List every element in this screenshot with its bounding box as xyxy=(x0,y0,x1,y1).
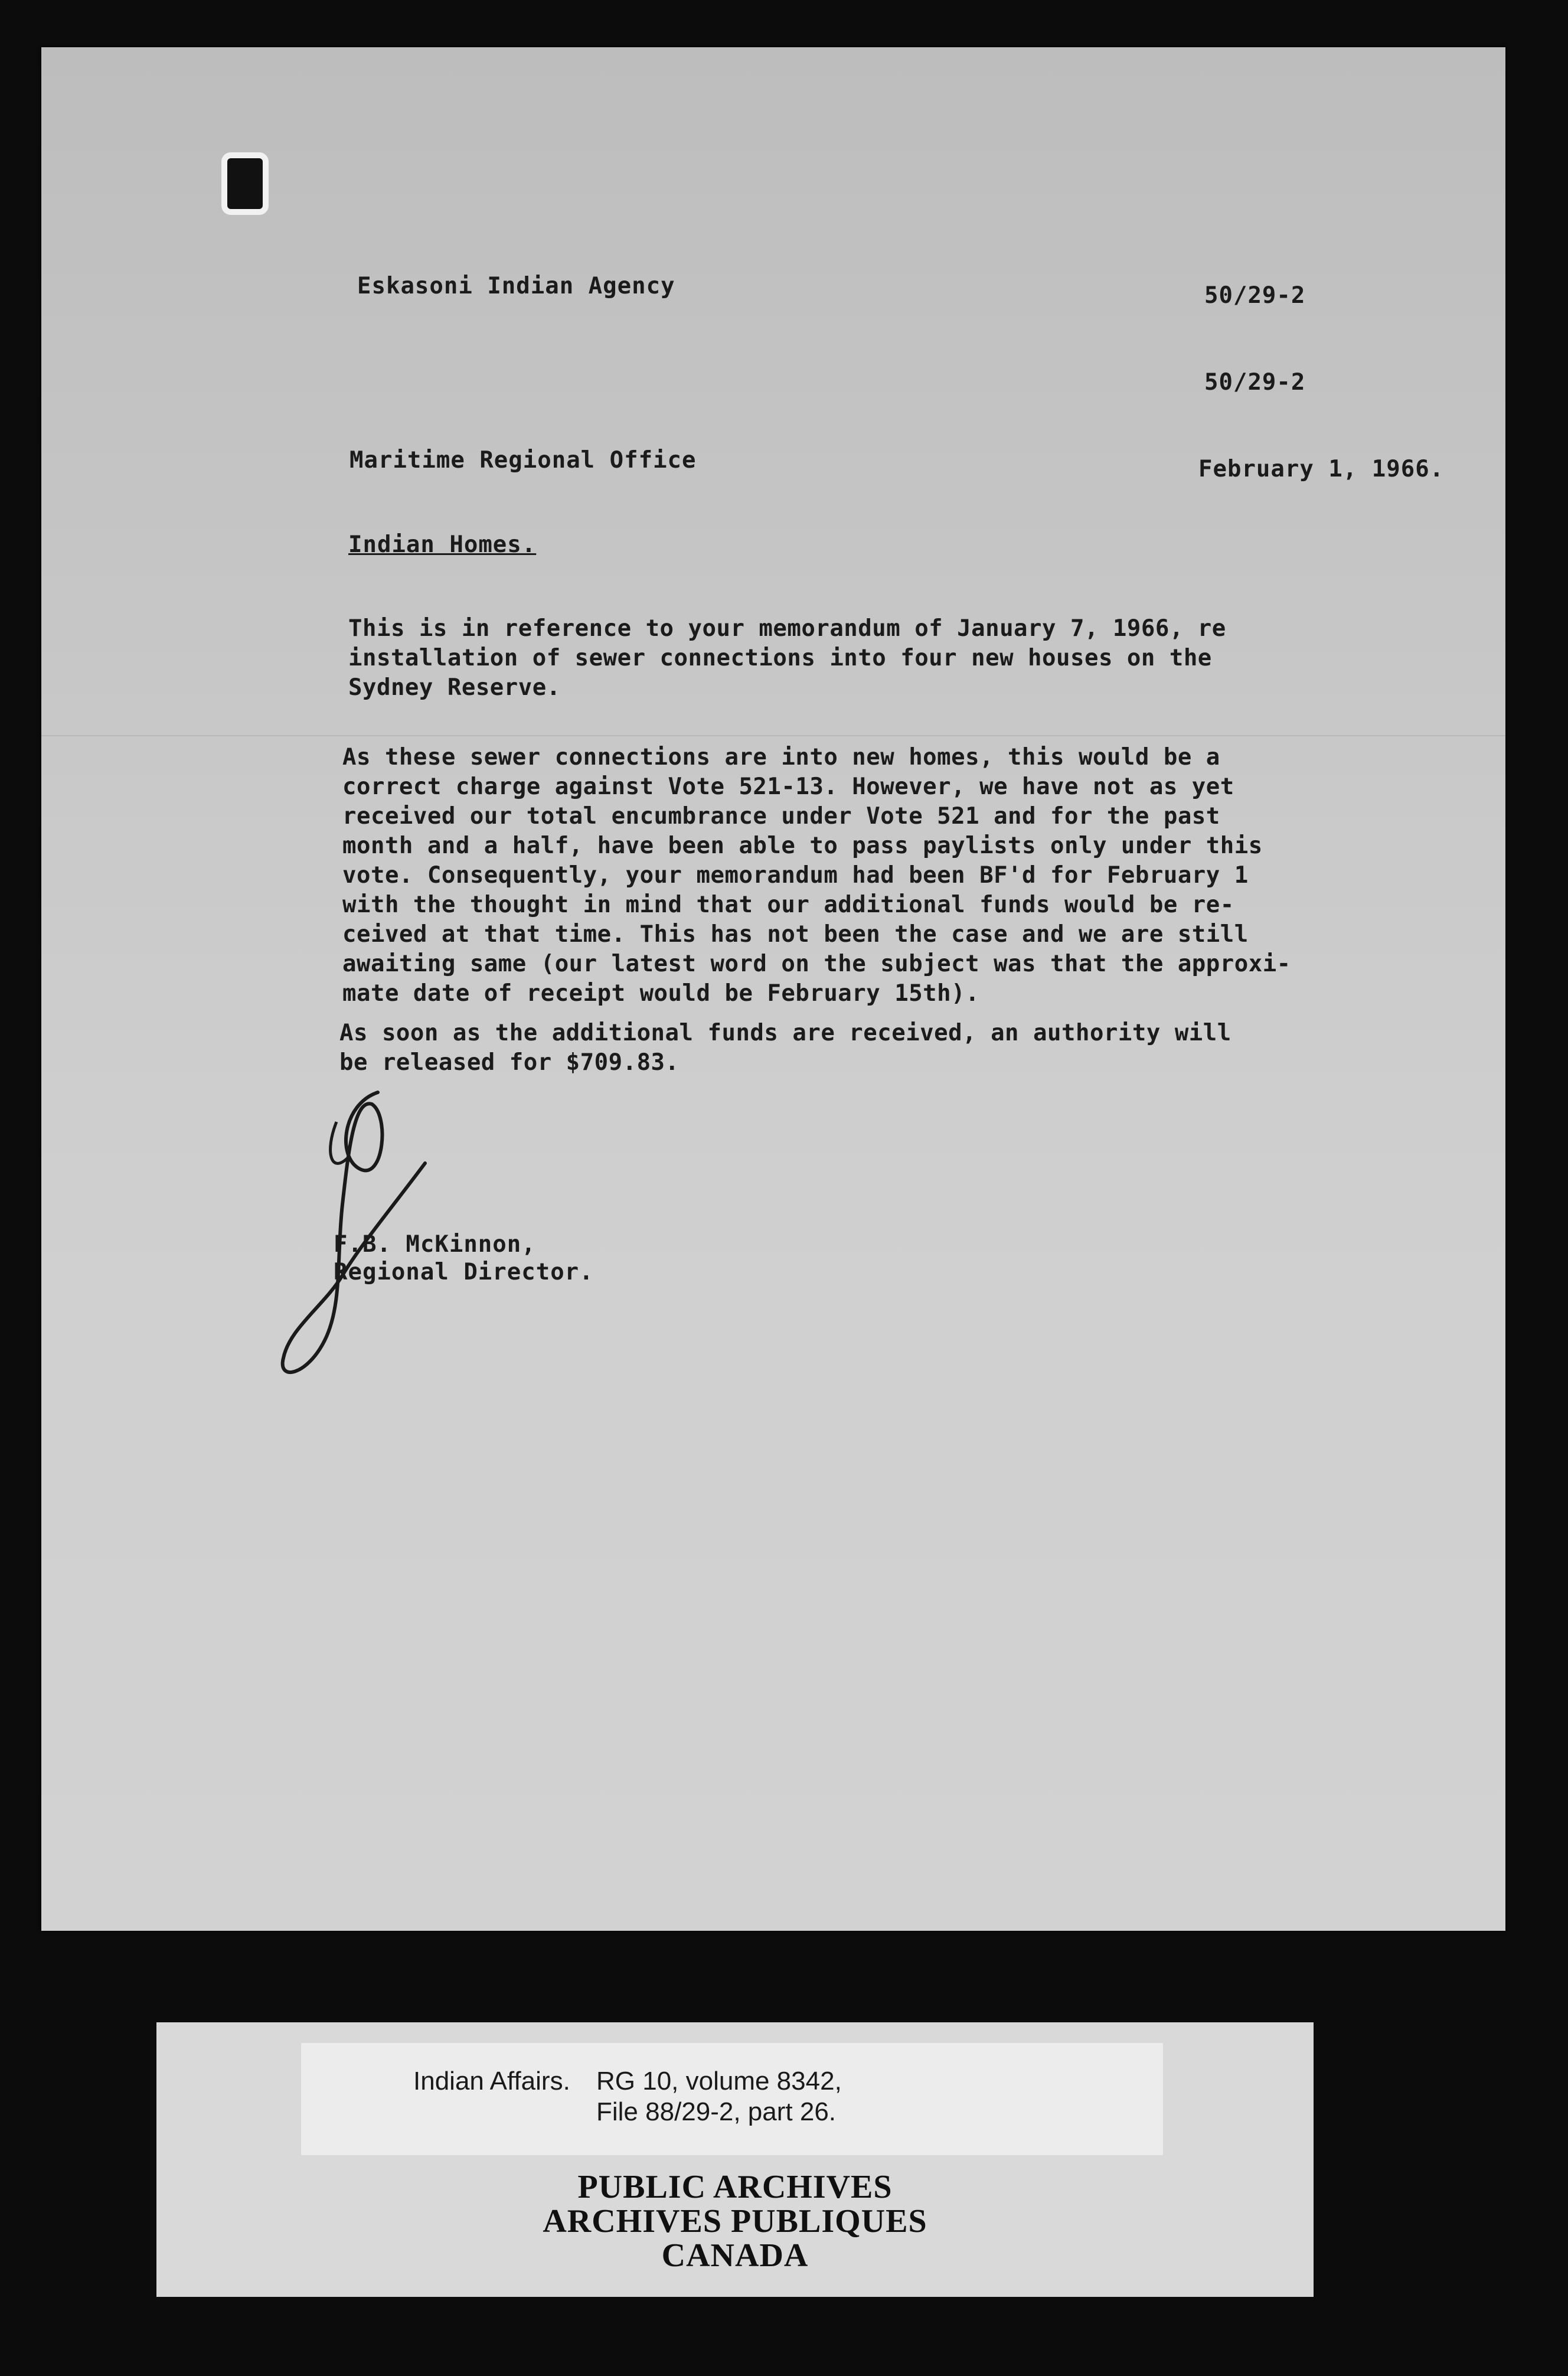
paragraph-2: As these sewer connections are into new homes, this would be a correct charge against Vote 521-13. However, we have not as yet received our total encumbrance under Vote 521 and for the past month and a half, have been able to pass paylists only under this vote. Consequently, your memorandum had been BF'd for February 1 with the thought in mind that our additional funds would be re- ceived at that time. This has not been the case and we are still awaiting same (our latest word on the subject was that the approxi- mate date of receipt would be February 15th). xyxy=(342,744,1291,1007)
archive-stamp-line1: PUBLIC ARCHIVES xyxy=(577,2169,893,2205)
file-reference-second: 50/29-2 xyxy=(1204,369,1306,396)
sender-office: Maritime Regional Office xyxy=(349,447,697,474)
archive-stamp-line3: CANADA xyxy=(661,2237,809,2274)
archive-ref-line1: RG 10, volume 8342, xyxy=(596,2067,842,2096)
signatory-name: F.B. McKinnon, xyxy=(334,1231,536,1258)
archive-stamp-line2: ARCHIVES PUBLIQUES xyxy=(543,2203,927,2240)
paragraph-3: As soon as the additional funds are received, an authority will be released for $709.83. xyxy=(339,1020,1231,1076)
file-reference-top: 50/29-2 xyxy=(1204,282,1306,309)
archive-collection: Indian Affairs. xyxy=(413,2067,570,2096)
signatory-title: Regional Director. xyxy=(334,1259,594,1285)
punch-hole xyxy=(221,152,269,215)
paragraph-1: This is in reference to your memorandum of January 7, 1966, re installation of sewer connections into four new houses on the Sydney Reserve. xyxy=(348,615,1226,701)
archive-ref-line2: File 88/29-2, part 26. xyxy=(596,2097,837,2126)
subject-line: Indian Homes. xyxy=(348,531,537,558)
letter-date: February 1, 1966. xyxy=(1198,456,1445,482)
recipient: Eskasoni Indian Agency xyxy=(357,273,675,299)
fold-line xyxy=(41,735,1505,736)
